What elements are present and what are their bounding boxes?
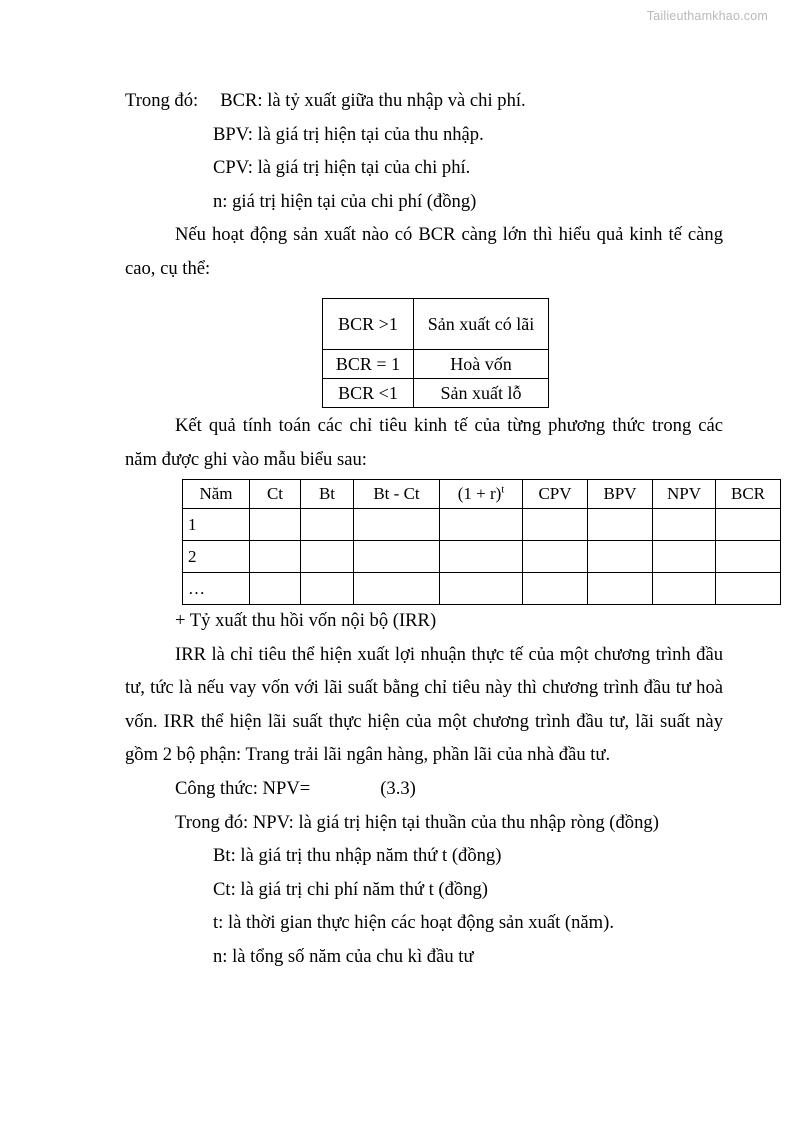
data-cell[interactable] (440, 541, 523, 573)
data-cell[interactable] (523, 541, 588, 573)
definition-item-bpv: BPV: là giá trị hiện tại của thu nhập. (213, 123, 484, 145)
discount-factor-exponent: t (501, 484, 505, 496)
data-cell[interactable] (250, 541, 301, 573)
data-cell[interactable] (588, 573, 653, 605)
table-header-row (183, 480, 781, 509)
data-cell[interactable] (440, 509, 523, 541)
data-cell[interactable] (250, 509, 301, 541)
table-row (323, 379, 549, 408)
data-cell[interactable] (716, 541, 781, 573)
column-header-discount-factor (440, 480, 523, 509)
data-cell[interactable] (653, 541, 716, 573)
row-label-cell: 2 (183, 541, 250, 573)
irr-section-block (125, 604, 723, 974)
data-cell[interactable] (523, 509, 588, 541)
table-row (323, 350, 549, 379)
result-intro-block (125, 409, 723, 476)
economic-indicator-table-container (182, 479, 781, 605)
npv-definition-t: t: là thời gian thực hiện các hoạt động sản xuất (năm). (213, 912, 614, 934)
data-cell[interactable] (653, 509, 716, 541)
data-cell[interactable] (588, 541, 653, 573)
data-cell[interactable] (301, 573, 354, 605)
column-header-bcr: BCR (716, 480, 781, 509)
bcr-result-cell: Sản xuất lỗ (414, 379, 549, 408)
data-cell[interactable] (301, 541, 354, 573)
paragraph-result-intro: Kết quả tính toán các chỉ tiêu kinh tế của từng phương thức trong các năm được ghi vào mẫu biểu sau: (125, 415, 723, 470)
data-cell[interactable] (716, 573, 781, 605)
definition-lead-line (125, 84, 723, 118)
irr-paragraph: IRR là chỉ tiêu thể hiện xuất lợi nhuận thực tế của một chương trình đầu tư, tức là nếu vay vốn với lãi suất bằng chỉ tiêu này thì chương trình đầu tư hoà vốn. IRR thể hiện lãi suất thực hiện của một chương trình đầu tư, lãi suất này gồm 2 bộ phận: Trang trải lãi ngân hàng, phần lãi của nhà đầu tư. (125, 643, 723, 766)
table-row (183, 509, 781, 541)
data-cell[interactable] (440, 573, 523, 605)
bcr-result-cell: Hoà vốn (414, 350, 549, 379)
paragraph-bcr-meaning: Nếu hoạt động sản xuất nào có BCR càng lớn thì hiểu quả kinh tế càng cao, cụ thể: (125, 224, 723, 279)
bcr-condition-cell: BCR = 1 (323, 350, 414, 379)
data-cell[interactable] (354, 509, 440, 541)
npv-formula-line (125, 772, 723, 806)
definition-item-cpv: CPV: là giá trị hiện tại của chi phí. (213, 157, 471, 179)
table-row (323, 299, 549, 350)
npv-definition-n: n: là tổng số năm của chu kì đầu tư (213, 945, 474, 967)
row-label-cell: … (183, 573, 250, 605)
row-label-cell: 1 (183, 509, 250, 541)
watermark-text: Tailieuthamkhao.com (646, 9, 768, 23)
npv-definition-bt: Bt: là giá trị thu nhập năm thứ t (đồng) (213, 845, 502, 867)
bcr-criteria-table-container (322, 298, 549, 408)
column-header-npv: NPV (653, 480, 716, 509)
bcr-criteria-table (322, 298, 549, 408)
data-cell[interactable] (653, 573, 716, 605)
bcr-result-cell: Sản xuất có lãi (414, 299, 549, 350)
economic-indicator-table (182, 479, 781, 605)
discount-factor-base: (1 + r) (457, 484, 502, 503)
npv-definition-lead: Trong đó: NPV: là giá trị hiện tại thuần của thu nhập ròng (đồng) (175, 811, 659, 833)
bcr-condition-cell: BCR >1 (323, 299, 414, 350)
column-header-bt-minus-ct: Bt - Ct (354, 480, 440, 509)
data-cell[interactable] (523, 573, 588, 605)
column-header-bpv: BPV (588, 480, 653, 509)
column-header-nam: Năm (183, 480, 250, 509)
bcr-definitions-block (125, 84, 723, 286)
irr-heading: + Tỷ xuất thu hồi vốn nội bộ (IRR) (175, 610, 437, 631)
npv-formula-label: Công thức: NPV= (175, 777, 311, 799)
table-row (183, 541, 781, 573)
data-cell[interactable] (354, 573, 440, 605)
column-header-ct: Ct (250, 480, 301, 509)
bcr-condition-cell: BCR <1 (323, 379, 414, 408)
data-cell[interactable] (301, 509, 354, 541)
data-cell[interactable] (716, 509, 781, 541)
npv-definition-ct: Ct: là giá trị chi phí năm thứ t (đồng) (213, 878, 488, 900)
column-header-bt: Bt (301, 480, 354, 509)
definition-item-n: n: giá trị hiện tại của chi phí (đồng) (213, 190, 477, 212)
data-cell[interactable] (588, 509, 653, 541)
definition-lead-text: BCR: là tỷ xuất giữa thu nhập và chi phí. (220, 90, 526, 111)
data-cell[interactable] (354, 541, 440, 573)
column-header-cpv: CPV (523, 480, 588, 509)
data-cell[interactable] (250, 573, 301, 605)
definition-lead-label: Trong đó: (125, 90, 199, 111)
npv-formula-number: (3.3) (380, 777, 416, 799)
table-row (183, 573, 781, 605)
